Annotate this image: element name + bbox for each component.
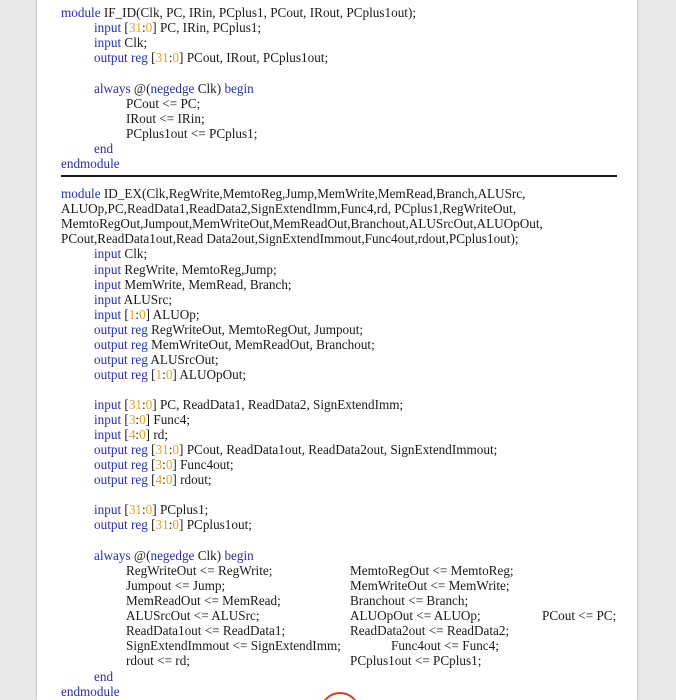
assign-pcplus1out: PCplus1out <= PCplus1;: [350, 653, 482, 668]
id-ex-input-func4: input [3:0] Func4;: [94, 412, 190, 427]
id-ex-module-header-1: module ID_EX(Clk,RegWrite,MemtoReg,Jump,MemWrite,MemRead,Branch,ALUSrc,: [61, 186, 526, 201]
id-ex-input-rd: input [4:0] rd;: [94, 427, 169, 442]
if-id-output-reg: output reg [31:0] PCout, IRout, PCplus1out;: [94, 50, 329, 65]
if-id-always-block: always @(negedge Clk) begin: [94, 81, 254, 96]
assign-memtoregout: MemtoRegOut <= MemtoReg;: [350, 563, 514, 578]
id-ex-endmodule: endmodule: [61, 684, 120, 699]
id-ex-end: end: [94, 669, 114, 684]
if-id-endmodule: endmodule: [61, 156, 120, 171]
if-id-module-header: module IF_ID(Clk, PC, IRin, PCplus1, PCout, IRout, PCplus1out);: [61, 5, 417, 20]
id-ex-input-pc: input [31:0] PC, ReadData1, ReadData2, SignExtendImm;: [94, 397, 404, 412]
id-ex-output-memwriteout: output reg MemWriteOut, MemReadOut, Branchout;: [94, 337, 375, 352]
assign-memreadout: MemReadOut <= MemRead;: [126, 593, 281, 608]
id-ex-output-regwriteout: output reg RegWriteOut, MemtoRegOut, Jumpout;: [94, 322, 364, 337]
if-id-input-clk: input Clk;: [94, 35, 148, 50]
if-id-end: end: [94, 141, 114, 156]
id-ex-module-header-2: ALUOp,PC,ReadData1,ReadData2,SignExtendImm,Func4,rd, PCplus1,RegWriteOut,: [61, 201, 517, 216]
assign-rdout: rdout <= rd;: [126, 653, 190, 668]
id-ex-output-pcplus1out: output reg [31:0] PCplus1out;: [94, 517, 252, 532]
assign-regwriteout: RegWriteOut <= RegWrite;: [126, 563, 273, 578]
id-ex-input-alusrc: input ALUSrc;: [94, 292, 173, 307]
assign-branchout: Branchout <= Branch;: [350, 593, 469, 608]
assign-jumpout: Jumpout <= Jump;: [126, 578, 226, 593]
id-ex-always-block: always @(negedge Clk) begin: [94, 548, 254, 563]
if-id-assign-pcplus1out: PCplus1out <= PCplus1;: [126, 126, 258, 141]
id-ex-output-pcout: output reg [31:0] PCout, ReadData1out, ReadData2out, SignExtendImmout;: [94, 442, 498, 457]
id-ex-output-alusrcout: output reg ALUSrcOut;: [94, 352, 219, 367]
id-ex-input-regwrite: input RegWrite, MemtoReg,Jump;: [94, 262, 277, 277]
assign-signextendimmout: SignExtendImmout <= SignExtendImm;: [126, 638, 341, 653]
if-id-assign-pcout: PCout <= PC;: [126, 96, 201, 111]
assign-readdata2out: ReadData2out <= ReadData2;: [350, 623, 510, 638]
id-ex-input-aluop: input [1:0] ALUOp;: [94, 307, 200, 322]
assign-func4out: Func4out <= Func4;: [391, 638, 499, 653]
assign-pcout: PCout <= PC;: [542, 608, 617, 623]
assign-alusrcout: ALUSrcOut <= ALUSrc;: [126, 608, 260, 623]
assign-memwriteout: MemWriteOut <= MemWrite;: [350, 578, 510, 593]
assign-aluopout: ALUOpOut <= ALUOp;: [350, 608, 481, 623]
id-ex-input-memwrite: input MemWrite, MemRead, Branch;: [94, 277, 292, 292]
if-id-input-pc: input [31:0] PC, IRin, PCplus1;: [94, 20, 262, 35]
id-ex-input-clk: input Clk;: [94, 246, 148, 261]
id-ex-output-func4out: output reg [3:0] Func4out;: [94, 457, 234, 472]
keyword-module: module: [61, 5, 101, 20]
id-ex-module-header-3: MemtoRegOut,Jumpout,MemWriteOut,MemReadOut,Branchout,ALUSrcOut,ALUOpOut,: [61, 216, 543, 231]
id-ex-output-rdout: output reg [4:0] rdout;: [94, 472, 212, 487]
id-ex-input-pcplus1: input [31:0] PCplus1;: [94, 502, 209, 517]
assign-readdata1out: ReadData1out <= ReadData1;: [126, 623, 286, 638]
if-id-assign-irout: IRout <= IRin;: [126, 111, 205, 126]
section-divider: [61, 175, 617, 177]
id-ex-module-header-4: PCout,ReadData1out,Read Data2out,SignExtendImmout,Func4out,rdout,PCplus1out);: [61, 231, 519, 246]
red-circle-mark: [320, 692, 360, 700]
id-ex-output-aluopout: output reg [1:0] ALUOpOut;: [94, 367, 247, 382]
document-page: [37, 0, 637, 700]
